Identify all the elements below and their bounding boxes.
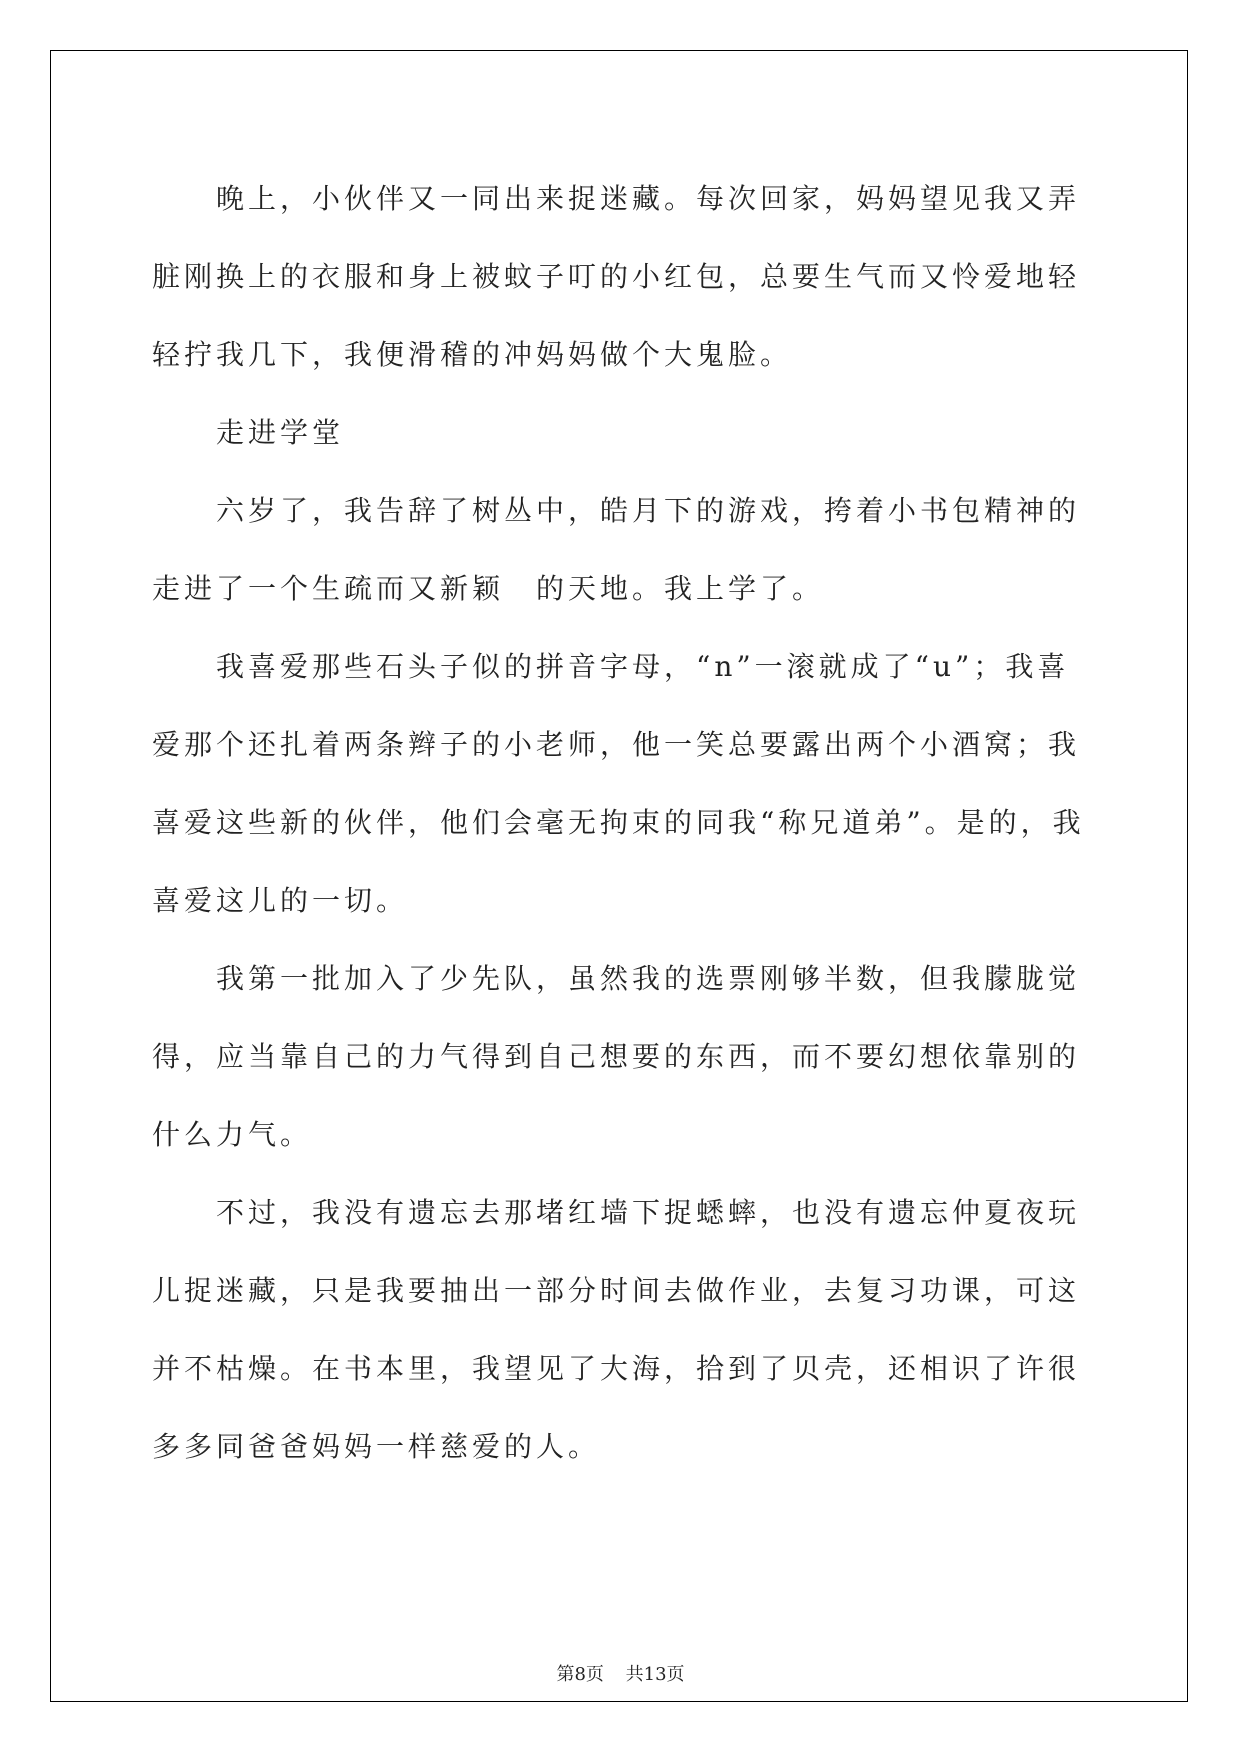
paragraph: 晚上，小伙伴又一同出来捉迷藏。每次回家，妈妈望见我又弄脏刚换上的衣服和身上被蚊子叮的小红包，总要生气而又怜爱地轻轻拧我几下，我便滑稽的冲妈妈做个大鬼脸。 xyxy=(152,182,1081,371)
page-total: 共13页 xyxy=(625,1664,685,1685)
page-number: 第8页 xyxy=(556,1664,604,1685)
paragraph: 不过，我没有遗忘去那堵红墙下捉蟋蟀，也没有遗忘仲夏夜玩儿捉迷藏，只是我要抽出一部分时间去做作业，去复习功课，可这并不枯燥。在书本里，我望见了大海，拾到了贝壳，还相识了许很多多同爸爸妈妈一样慈爱的人。 xyxy=(152,1196,1081,1463)
document-body xyxy=(152,160,1092,1486)
paragraph: 六岁了，我告辞了树丛中，皓月下的游戏，挎着小书包精神的走进了一个生疏而又新颖 的天地。我上学了。 xyxy=(152,494,1081,605)
paragraph: 我第一批加入了少先队，虽然我的选票刚够半数，但我朦胧觉得，应当靠自己的力气得到自己想要的东西，而不要幻想依靠别的什么力气。 xyxy=(152,962,1081,1151)
page-footer xyxy=(0,1660,1241,1686)
section-heading: 走进学堂 xyxy=(216,416,345,449)
paragraph: 我喜爱那些石头子似的拼音字母，“n”一滚就成了“u”；我喜爱那个还扎着两条辫子的小老师，他一笑总要露出两个小酒窝；我喜爱这些新的伙伴，他们会毫无拘束的同我“称兄道弟”。是的，我喜爱这儿的一切。 xyxy=(152,650,1085,917)
